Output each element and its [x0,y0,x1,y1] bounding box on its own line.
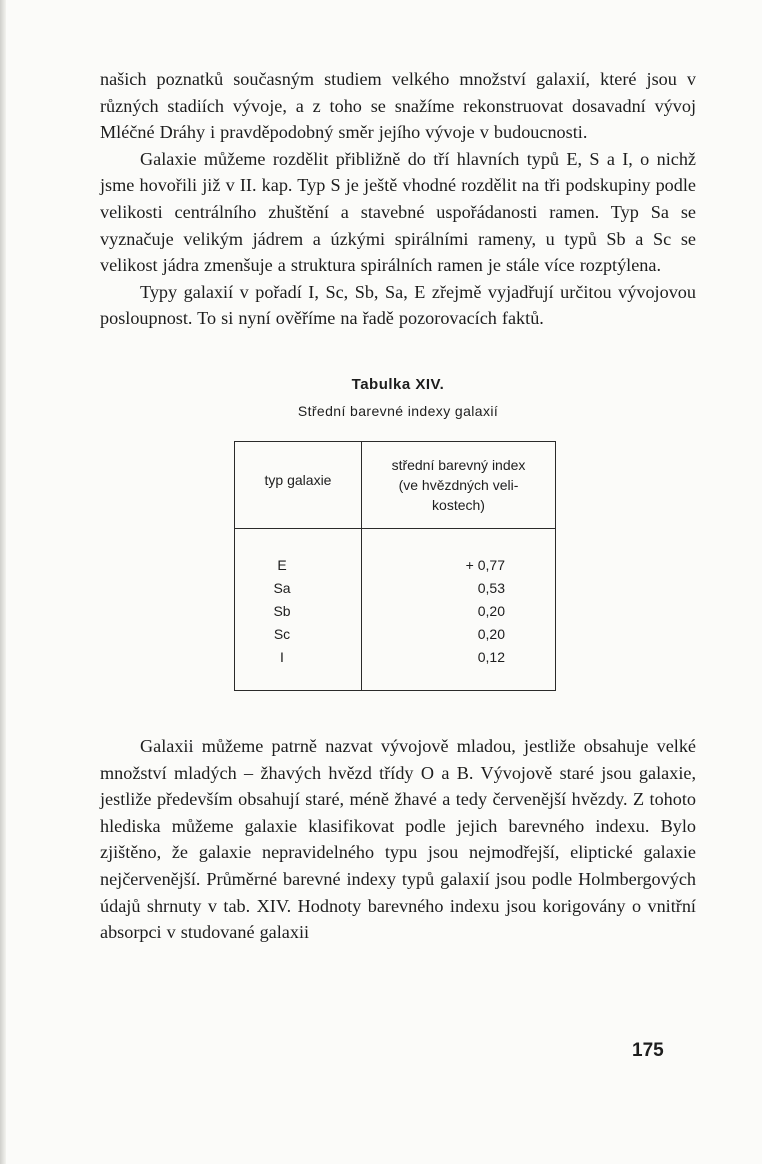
table-cell-type: Sb [273,602,291,619]
page-spine-shadow [0,0,6,1164]
table-column-types [235,554,329,669]
paragraph-galaxy-types: Galaxie můžeme rozdělit přibližně do tří hlavních typů E, S a I, o nichž jsme hovořili již v II. kap. Typ S je ještě vhodné rozdělit na tři podskupiny podle velikosti centrálního zhuštění a stavebné uspořádanosti ramen. Typ Sa se vyznačuje velikým jádrem a úzkými spirálními rameny, u typů Sb a Sc se velikost jádra zmenšuje a struktura spirálních ramen je stále více rozptýlena. [100,148,696,276]
table-cell-value: 0,20 [477,602,505,619]
table-header-index-line2: (ve hvězdných veli- [398,476,519,493]
table-header-divider [235,528,555,529]
table-header-type: typ galaxie [264,471,332,488]
table-cell-value: 0,12 [477,648,505,665]
color-index-table [234,441,556,691]
table-caption: Střední barevné indexy galaxií [297,402,499,419]
table-title: Tabulka XIV. [351,375,445,393]
table-header-index [362,455,555,515]
table-header-index-line3: kostech) [432,496,485,513]
book-page [100,66,696,946]
page-number: 175 [632,1040,664,1061]
table-column-values [362,554,505,669]
table-cell-value: + 0,77 [465,556,505,573]
paragraph-classification: Galaxii můžeme patrně nazvat vývojově mladou, jestliže obsahuje velké množství mladých – žhavých hvězd třídy O a B. Vývojově staré jsou galaxie, jestliže především obsahují staré, méně žhavé a tedy červenější hvězdy. Z tohoto hlediska můžeme galaxie klasifikovat podle jejich barevného indexu. Bylo zjištěno, že galaxie nepravidelného typu jsou nejmodřejší, eliptické galaxie nejčervenější. Průměrné barevné indexy typů galaxií jsou podle Holmbergových údajů shrnuty v tab. XIV. Hodnoty barevného indexu jsou korigovány o vnitřní absorpci v studované galaxii [100,735,696,943]
table-cell-type: E [277,556,287,573]
table-cell-type: I [280,648,284,665]
table-header-index-line1: střední barevný index [391,456,526,473]
paragraph-evolution-sequence: Typy galaxií v pořadí I, Sc, Sb, Sa, E zřejmě vyjadřují určitou vývojovou posloupnost. To si nyní ověříme na řadě pozorovacích faktů. [100,281,696,329]
table-cell-value: 0,20 [477,625,505,642]
table-cell-value: 0,53 [477,579,505,596]
table-cell-type: Sc [273,625,291,642]
table-cell-type: Sa [273,579,291,596]
paragraph-continuation: našich poznatků současným studiem velkého množství galaxií, které jsou v různých stadiích vývoje, a z toho se snažíme rekonstruovat dosavadní vývoj Mléčné Dráhy i pravděpodobný směr jejího vývoje v budoucnosti. [100,69,696,143]
